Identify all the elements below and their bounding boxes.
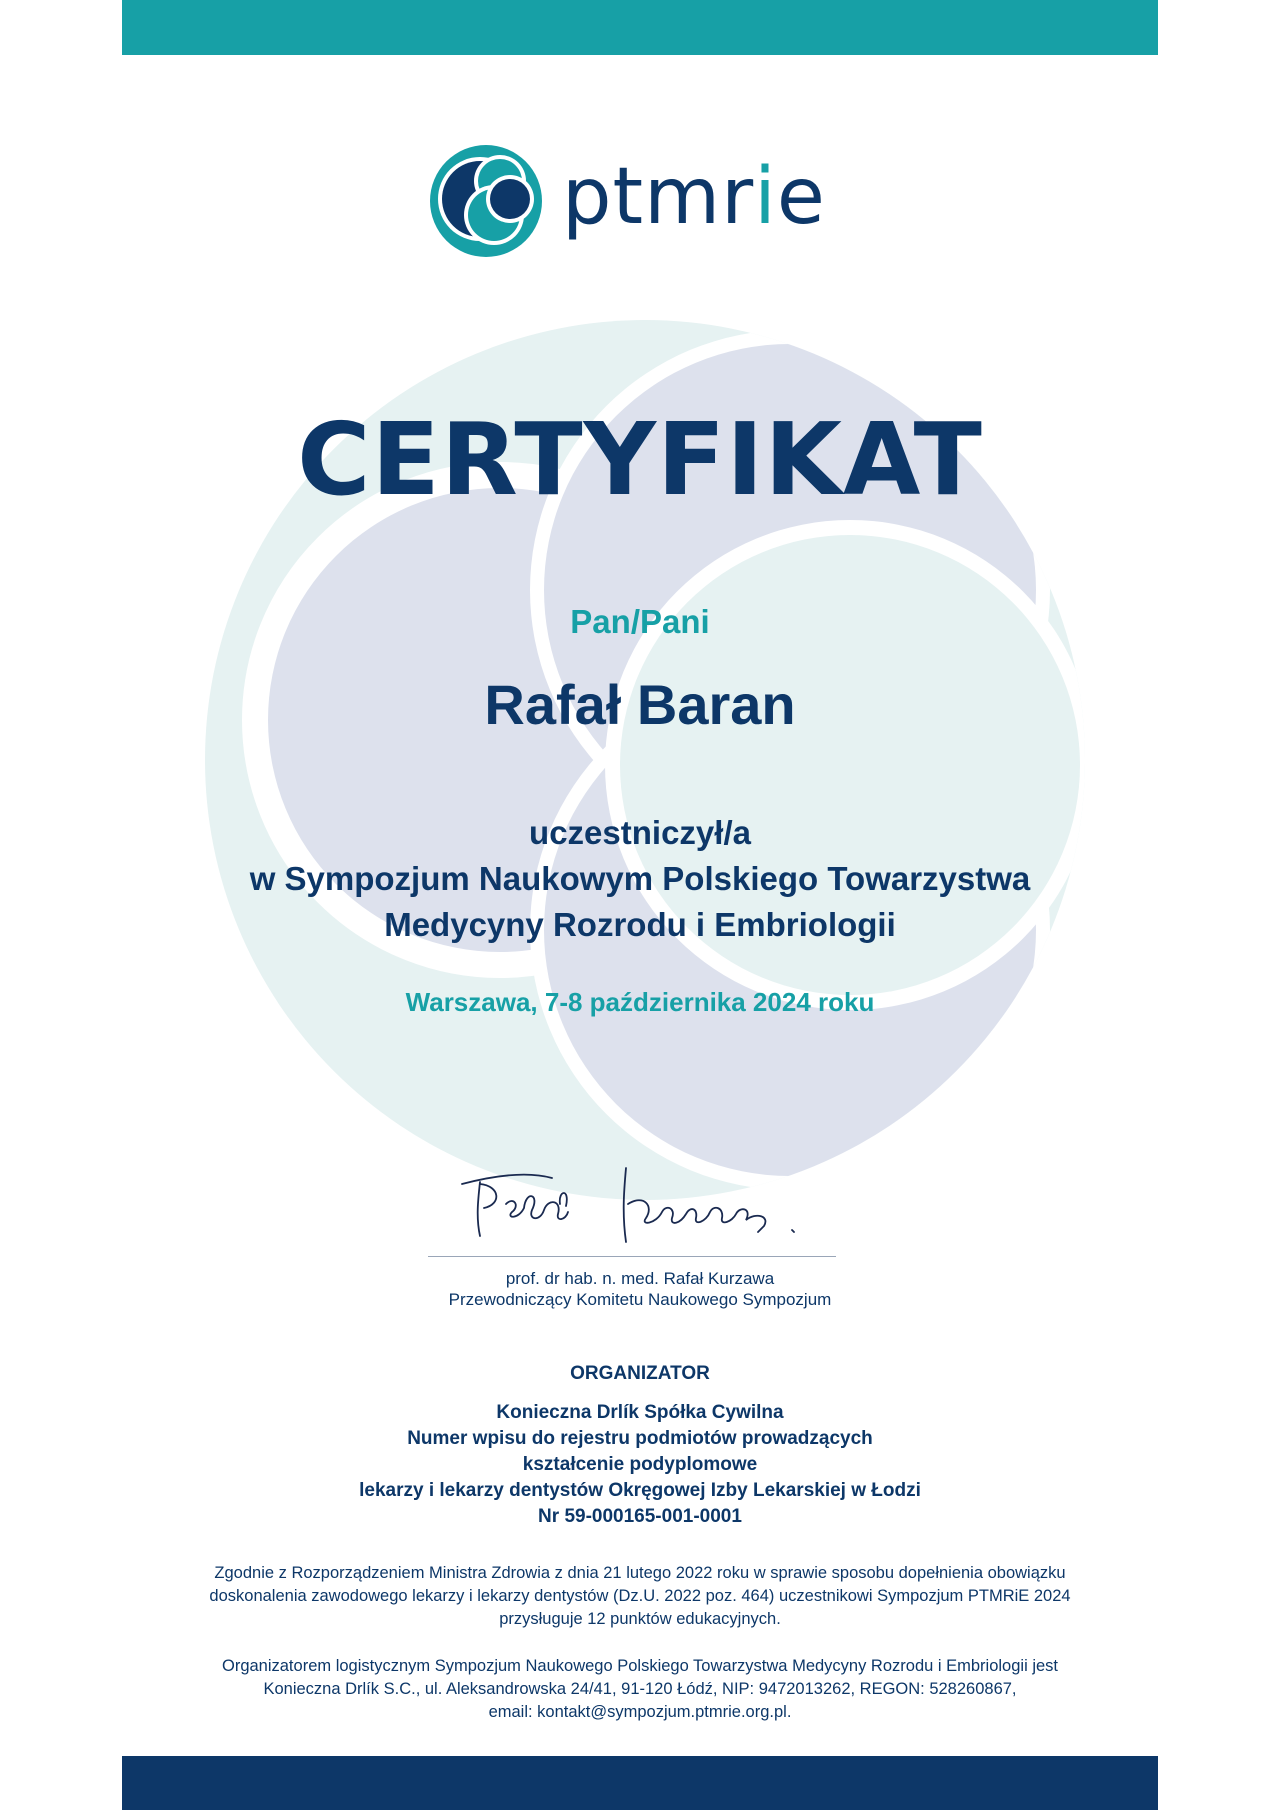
participation-description xyxy=(122,810,1158,948)
logistics-line: Konieczna Drlík S.C., ul. Aleksandrowska 24/41, 91-120 Łódź, NIP: 9472013262, REGON: 528260867, xyxy=(263,1680,1017,1698)
organizer-heading: ORGANIZATOR xyxy=(570,1363,710,1384)
description-line: w Sympozjum Naukowym Polskiego Towarzystwa xyxy=(249,860,1031,897)
logistics-note xyxy=(122,1655,1158,1724)
description-line: uczestniczył/a xyxy=(529,814,751,851)
legal-line: doskonalenia zawodowego lekarzy i lekarzy dentystów (Dz.U. 2022 poz. 464) uczestnikowi Sympozjum PTMRiE 2024 xyxy=(209,1587,1071,1605)
organizer-line: kształcenie podyplomowe xyxy=(522,1454,758,1475)
certificate-title: CERTYFIKAT xyxy=(297,401,983,518)
legal-note xyxy=(122,1562,1158,1631)
signer-title-name: prof. dr hab. n. med. Rafał Kurzawa xyxy=(505,1269,775,1288)
organizer-details xyxy=(122,1400,1158,1530)
place-and-date: Warszawa, 7-8 października 2024 roku xyxy=(405,987,875,1017)
logo-wordmark: ptmrie xyxy=(562,152,826,242)
organizer-line: Numer wpisu do rejestru podmiotów prowadzących xyxy=(407,1428,873,1449)
legal-line: Zgodnie z Rozporządzeniem Ministra Zdrowia z dnia 21 lutego 2022 roku w sprawie sposobu dopełnienia obowiązku xyxy=(214,1564,1066,1582)
description-line: Medycyny Rozrodu i Embriologii xyxy=(384,906,896,943)
overlapping-circles-logo-icon xyxy=(428,143,544,259)
salutation: Pan/Pani xyxy=(570,603,710,640)
logistics-line: email: kontakt@sympozjum.ptmrie.org.pl. xyxy=(488,1703,792,1721)
recipient-name: Rafał Baran xyxy=(484,673,796,736)
bottom-accent-bar xyxy=(122,1756,1158,1810)
organizer-line: lekarzy i lekarzy dentystów Okręgowej Izby Lekarskiej w Łodzi xyxy=(359,1480,921,1501)
ptmrie-logo xyxy=(428,143,848,263)
signer-role: Przewodniczący Komitetu Naukowego Sympozjum xyxy=(448,1290,832,1309)
organizer-line: Nr 59-000165-001-0001 xyxy=(538,1506,742,1527)
legal-line: przysługuje 12 punktów edukacyjnych. xyxy=(499,1610,781,1628)
logistics-line: Organizatorem logistycznym Sympozjum Naukowego Polskiego Towarzystwa Medycyny Rozrodu i Embriologii jest xyxy=(221,1657,1059,1675)
organizer-line: Konieczna Drlík Spółka Cywilna xyxy=(496,1402,784,1423)
signature-line xyxy=(428,1256,836,1257)
handwritten-signature xyxy=(440,1160,830,1250)
signer-block xyxy=(122,1268,1158,1310)
